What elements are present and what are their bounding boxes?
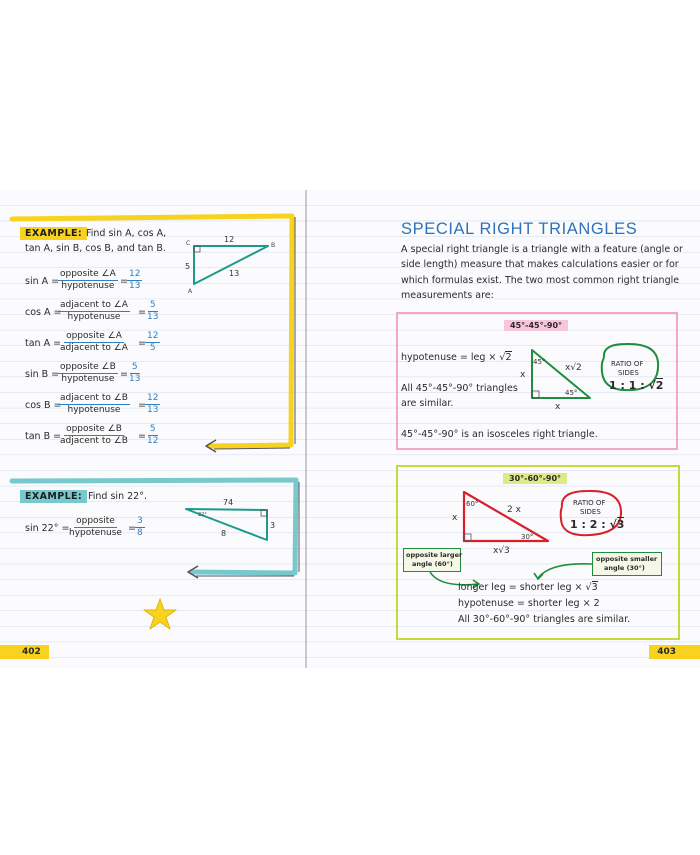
page-title: SPECIAL RIGHT TRIANGLES — [401, 220, 638, 238]
similar-45-line1: All 45°-45°-90° triangles — [401, 383, 518, 394]
ratio-30-title-2: SIDES — [580, 508, 601, 516]
side-bottom-label: x — [555, 402, 561, 410]
triangle-22 — [180, 495, 280, 545]
example1-prompt-line2: tan A, sin B, cos B, and tan B. — [25, 243, 166, 254]
angle-top-label: 60° — [466, 500, 479, 508]
angle-right-label: 45° — [565, 389, 578, 397]
similar-30: All 30°-60°-90° triangles are similar. — [458, 614, 631, 625]
longer-leg-rule: longer leg = shorter leg × √3 — [458, 582, 598, 593]
row-value: $\frac{5}{13}$ — [129, 362, 141, 384]
book-spread: EXAMPLE: Find sin A, cos A, tan A, sin B, cos B, and tan B. C B A 12 5 13 sin A = opposite ∠A hypotenuse = $\frac{12}{13}$ cos A = adjacent to ∠A hypotenuse = $\frac{5}{13}$ tan A = opposite ∠A adjacent to ∠A = $\frac{12}{5}$ sin B = opposite ∠B hypotenuse = $\frac{5}{13}$ cos B = adjacent to ∠B hypotenuse = $\frac{12}{13}$ tan B = opposite ∠B adjacent to ∠B = $\frac{5}{12}$ EXAMPLE: Find sin 22°. sin 22° = opposite hypotenuse = $\frac{3}{8}$ 22° 74 3 8 402 SPECIAL RIGHT TRIANGLES A special right triangle is a triangle with a feature (angle or side length) measure that makes calculations easier or for which formulas exist. The two most common right triangle measurements are: 45°-45°-90° hypotenuse = leg × √2 All 45°-45°-90° triangles are similar. 45°-45°-90° is an isosceles right triangle. 45° 45° x x x√2 RATIO OF SIDES 1 : 1 : √2 30°-60°-90° 60° 30° x 2 x x√3 RATIO OF SIDES 1 : 2 : √3 opposite larger angle (60°) opposite smaller angle (30°) longer leg = shorter leg × √3 hypotenuse = shorter leg × 2 All 30°-60°-90° triangles are similar. 403 — [0, 190, 700, 668]
example1-badge: EXAMPLE: — [20, 227, 87, 240]
sin22-value: $\frac{3}{8}$ — [137, 516, 143, 538]
row-lhs: tan B = — [25, 431, 62, 442]
row-value: $\frac{12}{5}$ — [147, 331, 159, 353]
side-hyp-label: 8 — [221, 529, 227, 538]
page-number-right: 403 — [649, 645, 700, 659]
side-hyp-label: 2 x — [507, 505, 521, 515]
row-fraction: adjacent to ∠B hypotenuse — [60, 393, 128, 415]
row-fraction: opposite ∠B hypotenuse — [60, 362, 116, 384]
side-right-label: 3 — [270, 521, 276, 530]
vertex-b-label: B — [271, 242, 276, 249]
vertex-a-label: A — [188, 288, 193, 295]
intro-line: side length) measure that makes calculations easier or for — [401, 259, 679, 270]
row-value: $\frac{5}{12}$ — [147, 424, 159, 446]
isosceles-note: 45°-45°-90° is an isosceles right triangle. — [401, 429, 598, 440]
side-left-label: x — [452, 513, 458, 523]
intro-line: A special right triangle is a triangle with a feature (angle or — [401, 244, 683, 255]
star-icon — [140, 595, 180, 633]
similar-45-line2: are similar. — [401, 398, 454, 409]
row-value: $\frac{12}{13}$ — [147, 393, 159, 415]
row-fraction: opposite ∠A hypotenuse — [60, 269, 116, 291]
sin22-fraction: opposite hypotenuse — [69, 516, 122, 538]
intro-line: measurements are: — [401, 290, 494, 301]
triangle-abc — [180, 230, 280, 295]
row-fraction: opposite ∠B adjacent to ∠B — [60, 424, 128, 446]
row-value: $\frac{12}{13}$ — [129, 269, 141, 291]
angle-22-label: 22° — [198, 512, 207, 518]
angle-top-label: 45° — [533, 358, 546, 366]
tag-30-60-90: 30°-60°-90° — [503, 473, 567, 484]
ratio-30-value: 1 : 2 : √3 — [570, 518, 625, 531]
row-lhs: cos B = — [25, 400, 62, 411]
example1-prompt-line1: Find sin A, cos A, — [86, 228, 167, 239]
sin22-lhs: sin 22° = — [25, 523, 70, 534]
intro-line: which formulas exist. The two most common right triangle — [401, 275, 680, 286]
triangle-45 — [510, 342, 600, 410]
side-left-label: 5 — [185, 262, 191, 271]
hypotenuse-rule-30: hypotenuse = shorter leg × 2 — [458, 598, 600, 609]
angle-right-label: 30° — [521, 533, 534, 541]
row-lhs: tan A = — [25, 338, 62, 349]
ratio-30-title-1: RATIO OF — [573, 499, 606, 507]
tag-45-45-90: 45°-45°-90° — [504, 320, 568, 331]
row-lhs: sin B = — [25, 369, 60, 380]
row-value: $\frac{5}{13}$ — [147, 300, 159, 322]
side-bottom-label: x√3 — [493, 546, 510, 556]
page-number-left: 402 — [0, 645, 49, 659]
ratio-45-title-2: SIDES — [618, 369, 639, 377]
row-fraction: adjacent to ∠A hypotenuse — [60, 300, 128, 322]
ratio-45-title-1: RATIO OF — [611, 360, 644, 368]
hyp-rule-45: hypotenuse = leg × √2 — [401, 352, 512, 363]
side-top-label: 12 — [224, 235, 235, 244]
side-left-label: x — [520, 370, 526, 380]
example2-prompt: Find sin 22°. — [88, 491, 147, 502]
row-lhs: sin A = — [25, 276, 60, 287]
side-top-label: 74 — [223, 498, 234, 507]
side-hyp-label: x√2 — [565, 363, 582, 373]
row-lhs: cos A = — [25, 307, 62, 318]
vertex-c-label: C — [186, 240, 191, 247]
side-hyp-label: 13 — [229, 269, 240, 278]
row-fraction: opposite ∠A adjacent to ∠A — [60, 331, 128, 353]
ratio-45-value: 1 : 1 : √2 — [609, 379, 664, 392]
example2-badge: EXAMPLE: — [20, 490, 87, 503]
